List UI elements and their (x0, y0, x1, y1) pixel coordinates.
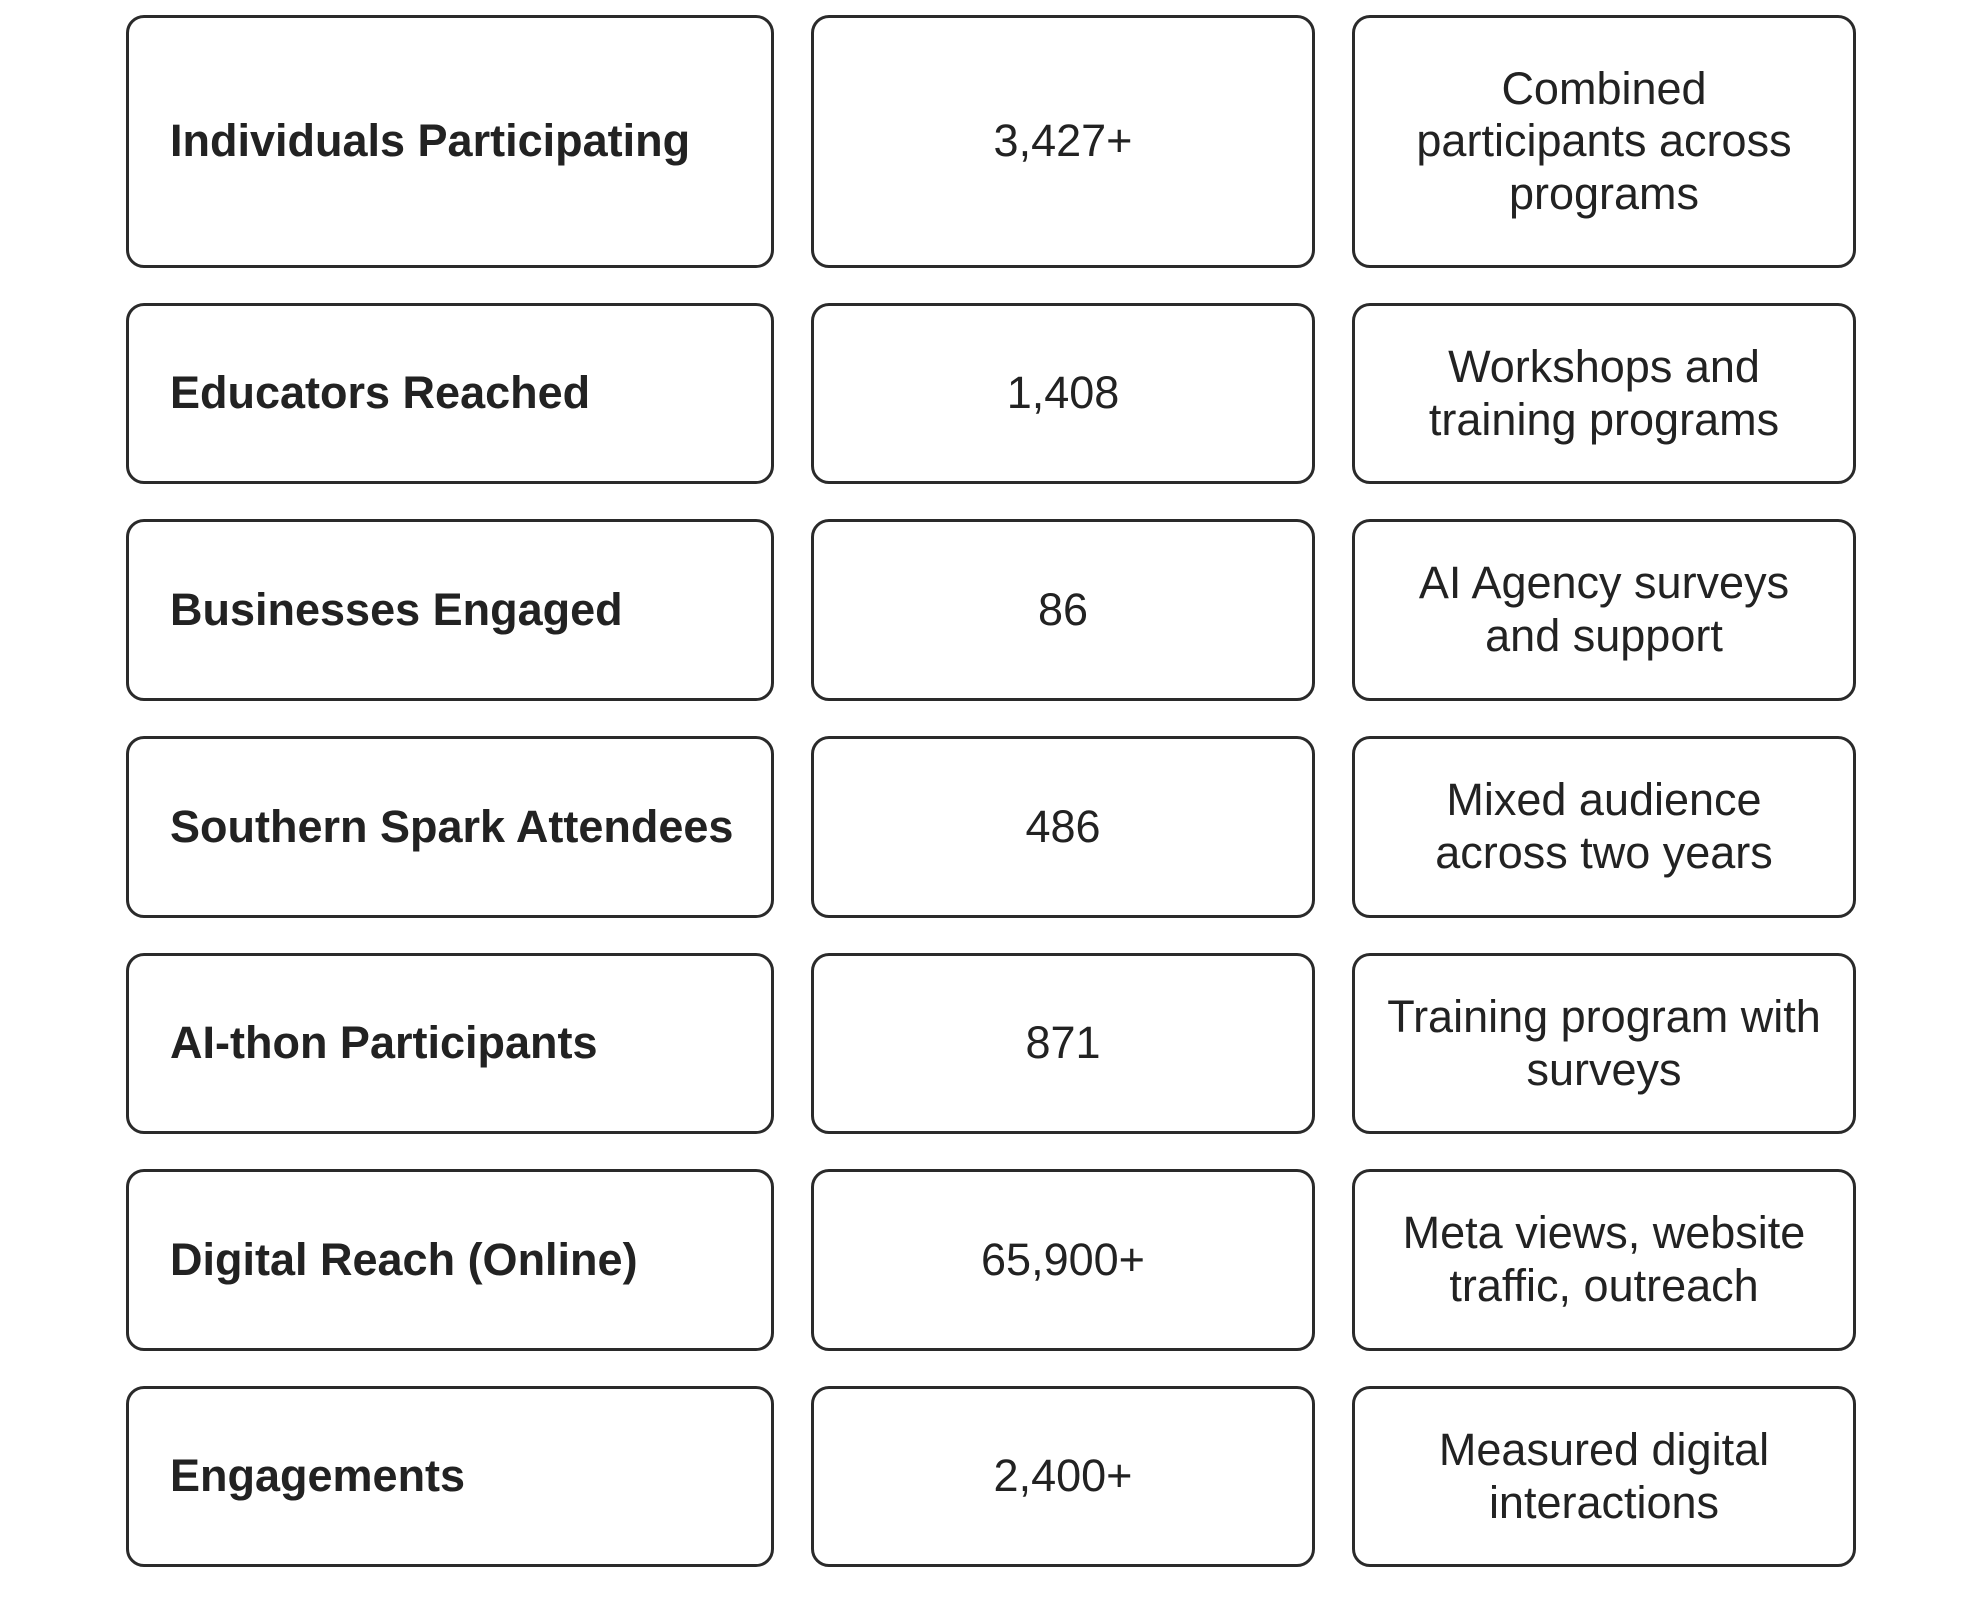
row-6-metric-cell (126, 1169, 774, 1351)
value-text: 3,427+ (993, 115, 1133, 167)
row-2-value-cell (811, 303, 1315, 484)
value-text: 486 (1025, 800, 1101, 852)
metric-text: Educators Reached (170, 367, 591, 419)
row-2-metric-cell (126, 303, 774, 484)
metric-text: Engagements (170, 1450, 466, 1502)
row-4-value-cell (811, 736, 1315, 918)
row-5-note-cell (1352, 953, 1856, 1134)
row-1-value-cell (811, 15, 1315, 268)
row-1-note-cell (1352, 15, 1856, 268)
value-text: 65,900+ (981, 1233, 1145, 1285)
metric-text: Individuals Participating (170, 115, 691, 167)
note-text: Meta views, website traffic, outreach (1402, 1207, 1806, 1311)
row-7-value-cell (811, 1386, 1315, 1567)
row-3-note-cell (1352, 519, 1856, 701)
row-4-metric-cell (126, 736, 774, 918)
row-5-metric-cell (126, 953, 774, 1134)
note-text: Training program with surveys (1387, 990, 1821, 1095)
note-text: AI Agency surveys and support (1418, 557, 1790, 661)
note-text: Combined participants across programs (1416, 62, 1792, 219)
metric-text: AI-thon Participants (170, 1017, 598, 1069)
row-2-note-cell (1352, 303, 1856, 484)
value-text: 1,408 (1006, 367, 1120, 419)
value-text: 871 (1025, 1017, 1101, 1069)
row-7-note-cell (1352, 1386, 1856, 1567)
row-3-value-cell (811, 519, 1315, 701)
note-text: Workshops and training programs (1428, 340, 1780, 445)
row-3-metric-cell (126, 519, 774, 701)
note-text: Measured digital interactions (1438, 1423, 1770, 1528)
row-4-note-cell (1352, 736, 1856, 918)
metric-text: Digital Reach (Online) (170, 1233, 638, 1285)
row-7-metric-cell (126, 1386, 774, 1567)
note-text: Mixed audience across two years (1435, 774, 1773, 878)
value-text: 2,400+ (993, 1450, 1133, 1502)
metric-text: Businesses Engaged (170, 583, 623, 635)
row-6-value-cell (811, 1169, 1315, 1351)
value-text: 86 (1037, 583, 1089, 635)
row-6-note-cell (1352, 1169, 1856, 1351)
row-5-value-cell (811, 953, 1315, 1134)
row-1-metric-cell (126, 15, 774, 268)
metric-text: Southern Spark Attendees (170, 800, 734, 852)
